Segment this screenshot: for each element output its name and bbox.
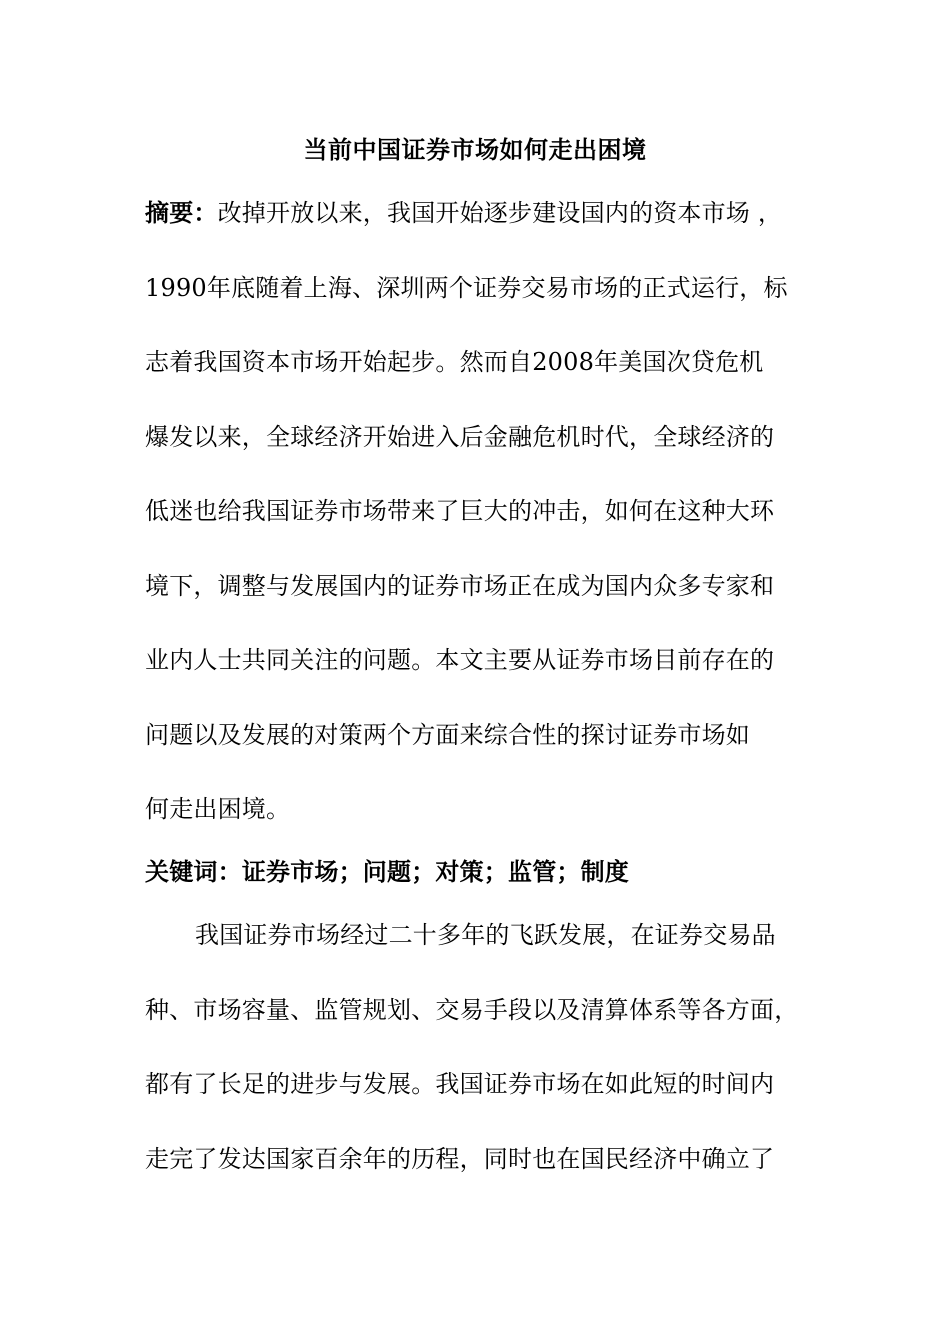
abstract-line-8: 问题以及发展的对策两个方面来综合性的探讨证券市场如	[145, 721, 750, 749]
body-line-2: 种、市场容量、监管规划、交易手段以及清算体系等各方面，	[145, 996, 799, 1024]
keywords-label: 关键词：	[145, 857, 242, 886]
abstract-line-5: 低迷也给我国证券市场带来了巨大的冲击，如何在这种大环	[145, 497, 775, 525]
body-line-3: 都有了长足的进步与发展。我国证券市场在如此短的时间内	[145, 1070, 775, 1098]
document-title: 当前中国证券市场如何走出困境	[303, 135, 647, 164]
keywords-line	[145, 852, 815, 892]
abstract-line-4: 爆发以来，全球经济开始进入后金融危机时代，全球经济的	[145, 423, 775, 451]
abstract-line-1	[145, 193, 815, 233]
abstract-line-6: 境下，调整与发展国内的证券市场正在成为国内众多专家和	[145, 572, 775, 600]
abstract-line-9: 何走出困境。	[145, 795, 291, 823]
abstract-line-2: 1990年底随着上海、深圳两个证券交易市场的正式运行，标	[145, 274, 788, 302]
abstract-line-7: 业内人士共同关注的问题。本文主要从证券市场目前存在的	[145, 646, 775, 674]
abstract-text: 改掉开放以来，我国开始逐步建设国内的资本市场 ，	[217, 199, 783, 227]
body-line-4: 走完了发达国家百余年的历程，同时也在国民经济中确立了	[145, 1145, 775, 1173]
body-line-1: 我国证券市场经过二十多年的飞跃发展，在证券交易品	[195, 921, 776, 949]
keywords-text: 证券市场；问题；对策；监管；制度	[241, 857, 630, 886]
abstract-label: 摘要：	[145, 198, 218, 227]
abstract-line-3: 志着我国资本市场开始起步。然而自2008年美国次贷危机	[145, 348, 764, 376]
